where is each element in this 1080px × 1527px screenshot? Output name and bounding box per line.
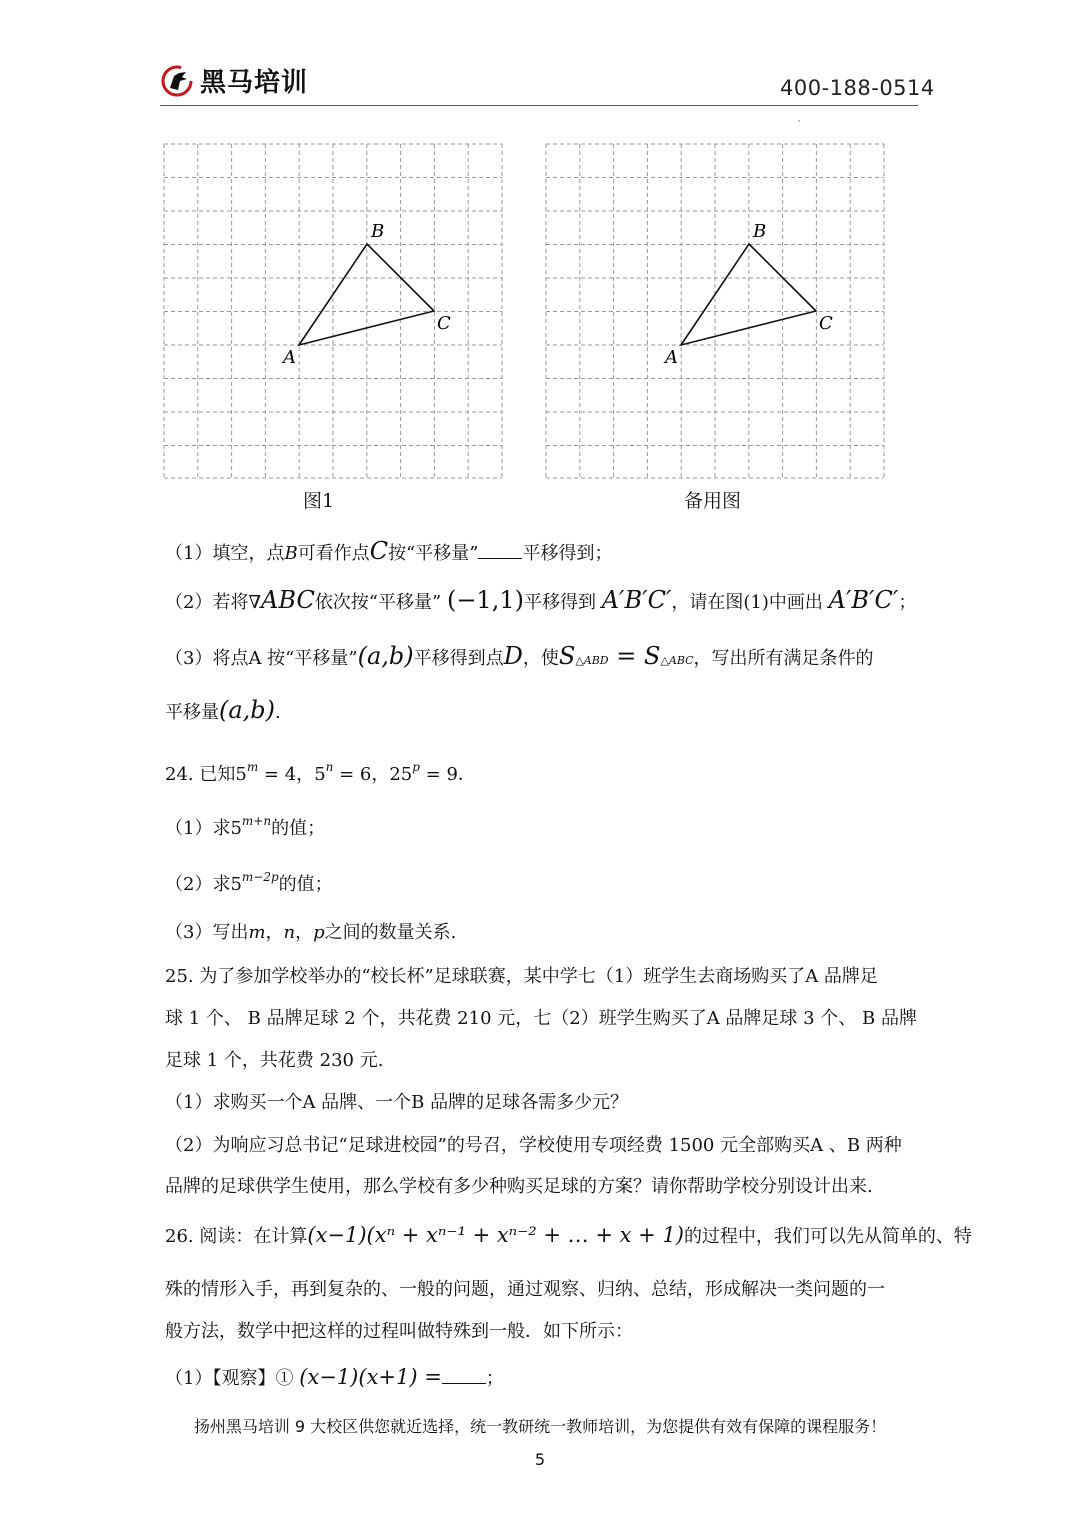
q23-part2: （2）若将∇ABC依次按“平移量” (−1,1)平移得到 A′B′C′，请在图(1)中画出 A′B′C′； xyxy=(165,586,917,614)
q24-stem: 24. 已知$5^m = 4$，$5^n = 6$，$25^p = 9$． xyxy=(165,760,476,785)
q25-line1: 25. 为了参加学校举办的“校长杯”足球联赛，某中学七（1）班学生去商场购买了A 品牌足 xyxy=(165,966,878,987)
label-b: B xyxy=(371,221,385,242)
label-c: C xyxy=(437,313,451,334)
q26-line3: 般方法，数学中把这样的过程叫做特殊到一般．如下所示： xyxy=(165,1321,633,1342)
horse-logo-icon xyxy=(160,64,196,98)
q26-observe: （1）【观察】① (x−1)(x+1) = ； xyxy=(165,1365,504,1389)
brand-logo xyxy=(160,62,308,99)
q25-part1: （1）求购买一个A 品牌、一个B 品牌的足球各需多少元？ xyxy=(165,1092,629,1113)
page-number: 5 xyxy=(534,1450,546,1469)
q25-part2-cont: 品牌的足球供学生使用，那么学校有多少种购买足球的方案？请你帮助学校分别设计出来. xyxy=(165,1176,873,1197)
q23-part1: （1）填空，点B可看作点C按“平移量” 平移得到； xyxy=(165,537,613,565)
q23-part3-cont: 平移量(a,b). xyxy=(165,696,281,724)
page-header xyxy=(0,0,1080,110)
answer-blank xyxy=(478,544,522,559)
label-c: C xyxy=(819,313,833,334)
q23-part3: （3）将点A 按“平移量”(a,b)平移得到点D，使S△ABD = S△ABC，写出所有满足条件的 xyxy=(165,642,874,670)
q25-part2: （2）为响应习总书记“足球进校园”的号召，学校使用专项经费 1500 元全部购买A 、B 两种 xyxy=(165,1135,902,1156)
speck xyxy=(798,120,800,122)
phone-number: 400-188-0514 xyxy=(780,76,935,100)
label-a: A xyxy=(283,347,296,368)
q26-line2: 殊的情形入手，再到复杂的、一般的问题，通过观察、归纳、总结，形成解决一类问题的一 xyxy=(165,1279,885,1300)
brand-name: 黑马培训 xyxy=(200,68,309,98)
label-a: A xyxy=(665,347,678,368)
answer-blank xyxy=(442,1369,486,1384)
q24-part2: （2）求$5^{m-2p}$的值； xyxy=(165,870,333,895)
footer-slogan: 扬州黑马培训 9 大校区供您就近选择，统一教研统一教师培训，为您提供有效有保障的课程服务！ xyxy=(193,1417,887,1436)
q26-stem: 26. 阅读：在计算(x−1)(xⁿ + xⁿ⁻¹ + xⁿ⁻² + … + x + 1)的过程中，我们可以先从简单的、特 xyxy=(165,1223,972,1247)
figure-1-caption: 图1 xyxy=(303,490,335,512)
header-divider xyxy=(160,105,918,106)
figure-2-grid xyxy=(545,143,885,479)
label-b: B xyxy=(753,221,767,242)
figure-1-grid xyxy=(163,143,503,479)
q25-line3: 足球 1 个，共花费 230 元. xyxy=(165,1050,384,1071)
q24-part1: （1）求$5^{m+n}$的值； xyxy=(165,814,326,839)
q25-line2: 球 1 个、 B 品牌足球 2 个，共花费 210 元，七（2）班学生购买了A 品牌足球 3 个、 B 品牌 xyxy=(165,1008,917,1029)
figure-2-caption: 备用图 xyxy=(684,490,742,512)
q24-part3: （3）写出m，n，p之间的数量关系. xyxy=(165,922,457,943)
